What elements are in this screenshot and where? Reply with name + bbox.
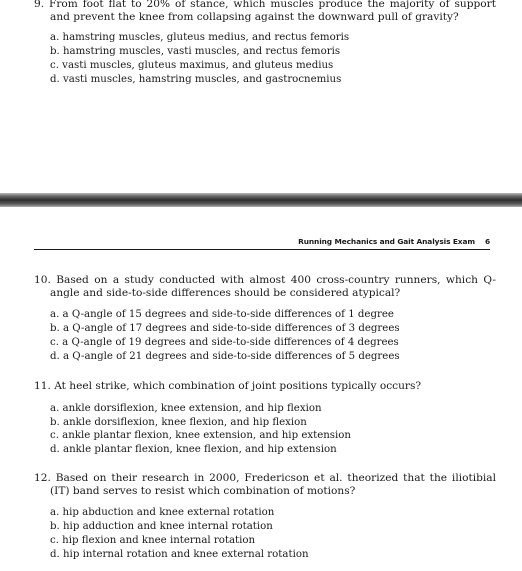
question-10-options (34, 308, 496, 364)
page-separator (0, 193, 522, 207)
question-9-option-b: b. hamstring muscles, vasti muscles, and rectus femoris (50, 46, 341, 58)
question-11-stem: 11. At heel strike, which combination of joint positions typically occurs? (34, 380, 422, 392)
page-number: 6 (484, 237, 490, 246)
question-11-options (34, 402, 496, 458)
question-12-option-c: c. hip flexion and knee internal rotation (50, 535, 256, 546)
question-12-option-b: b. hip adduction and knee internal rotation (50, 521, 273, 533)
question-12-option-d: d. hip internal rotation and knee external rotation (50, 548, 309, 560)
question-9-stem: 9. From foot flat to 20% of stance, which muscles produce the majority of support and prevent the knee from collapsing against the downward pull of gravity? (34, 0, 496, 23)
question-10-option-c: c. a Q-angle of 19 degrees and side-to-side differences of 4 degrees (50, 337, 399, 348)
question-10-option-a: a. a Q-angle of 15 degrees and side-to-side differences of 1 degree (50, 309, 394, 321)
question-10 (34, 274, 496, 364)
question-9-option-d: d. vasti muscles, hamstring muscles, and gastrocnemius (50, 73, 342, 85)
running-header (34, 236, 490, 250)
question-9 (34, 0, 496, 87)
question-9-option-c: c. vasti muscles, gluteus maximus, and gluteus medius (50, 60, 334, 71)
question-12-option-a: a. hip abduction and knee external rotation (50, 507, 275, 519)
question-11-option-b: b. ankle dorsiflexion, knee flexion, and hip flexion (50, 416, 307, 428)
question-11-option-c: c. ankle plantar flexion, knee extension, and hip extension (50, 430, 351, 442)
question-12-options (34, 506, 496, 562)
question-11-option-d: d. ankle plantar flexion, knee flexion, and hip extension (50, 444, 337, 456)
question-9-option-a: a. hamstring muscles, gluteus medius, and rectus femoris (50, 32, 350, 44)
question-10-option-b: b. a Q-angle of 17 degrees and side-to-side differences of 3 degrees (50, 323, 400, 335)
question-12-stem: 12. Based on their research in 2000, Fredericson et al. theorized that the iliotibial (IT) band serves to resist which combination of motions? (34, 472, 496, 497)
question-10-stem: 10. Based on a study conducted with almost 400 cross-country runners, which Q-angle and side-to-side differences should be considered atypical? (34, 274, 496, 299)
question-9-options (34, 31, 496, 87)
page-top (0, 0, 522, 193)
question-11 (34, 380, 496, 457)
question-12 (34, 472, 496, 562)
question-11-option-a: a. ankle dorsiflexion, knee extension, and hip flexion (50, 402, 322, 414)
page-bottom (0, 207, 522, 571)
running-header-title: Running Mechanics and Gait Analysis Exam (298, 237, 475, 246)
question-10-option-d: d. a Q-angle of 21 degrees and side-to-side differences of 5 degrees (50, 350, 400, 362)
